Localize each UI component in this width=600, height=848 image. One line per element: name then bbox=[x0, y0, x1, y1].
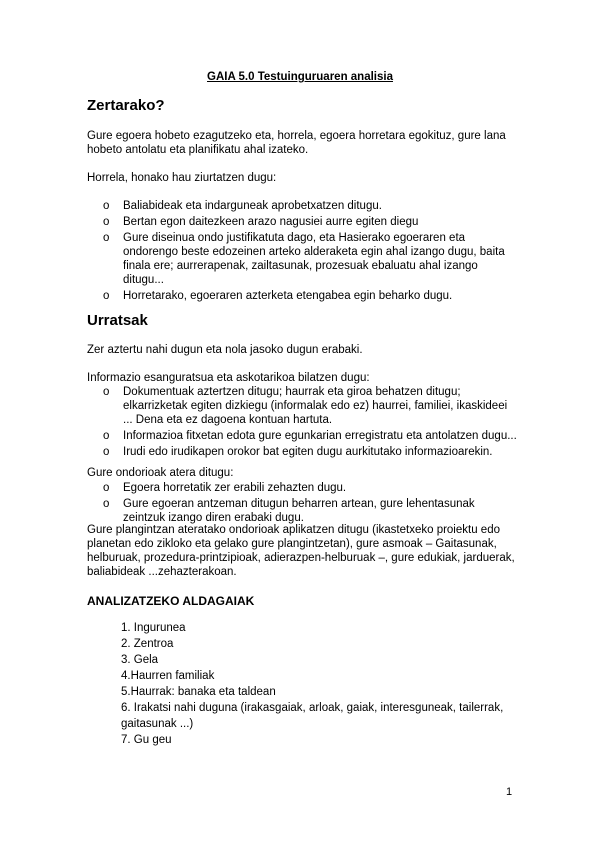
paragraph: Gure egoera hobeto ezagutzeko eta, horrela, egoera horretara egokituz, gure lana hobeto antolatu eta planifikatu ahal izateko. bbox=[87, 130, 506, 156]
list-item: o Gure egoeran antzeman ditugun beharren artean, gure lehentasunak zeintzuk izango diren erabaki dugu. bbox=[103, 498, 475, 524]
list-item: 3. Gela bbox=[121, 654, 159, 666]
list-item: 5.Haurrak: banaka eta taldean bbox=[121, 686, 276, 698]
bullet-list bbox=[87, 481, 517, 527]
list-item: 2. Zentroa bbox=[121, 638, 174, 650]
bullet-icon: o bbox=[103, 498, 110, 510]
bullet-icon: o bbox=[103, 430, 110, 442]
list-item: o Dokumentuak aztertzen ditugu; haurrak eta giroa behatzen ditugu; elkarrizketak egiten dizkiegu (informalak edo ez) haurrei, familiei, ikaskideei ... Dena eta ez dagoena kontuan hartuta. bbox=[103, 386, 508, 426]
heading-zertarako: Zertarako? bbox=[87, 97, 165, 114]
bullet-icon: o bbox=[103, 482, 110, 494]
list-item: o Irudi edo irudikapen orokor bat egiten dugu aurkitutako informazioarekin. bbox=[103, 446, 493, 458]
bullet-list bbox=[87, 385, 517, 461]
paragraph: Zer aztertu nahi dugun eta nola jasoko dugun erabaki. bbox=[87, 344, 363, 356]
list-item: o Egoera horretatik zer erabili zehazten dugu. bbox=[103, 482, 347, 494]
page-title: GAIA 5.0 Testuinguruaren analisia bbox=[207, 71, 393, 83]
bullet-list bbox=[87, 199, 517, 305]
page-number: 1 bbox=[506, 786, 513, 798]
list-item: o Bertan egon daitezkeen arazo nagusiei aurre egiten diegu bbox=[103, 216, 419, 228]
list-item: 7. Gu geu bbox=[121, 734, 172, 746]
bullet-icon: o bbox=[103, 200, 110, 212]
paragraph: Horrela, honako hau ziurtatzen dugu: bbox=[87, 172, 277, 184]
list-item: 1. Ingurunea bbox=[121, 622, 186, 634]
numbered-list bbox=[121, 620, 521, 748]
bullet-icon: o bbox=[103, 446, 110, 458]
list-item: o Horretarako, egoeraren azterketa etengabea egin beharko dugu. bbox=[103, 290, 453, 302]
bullet-icon: o bbox=[103, 290, 110, 302]
paragraph: Gure ondorioak atera ditugu: bbox=[87, 467, 234, 479]
list-item: 4.Haurren familiak bbox=[121, 670, 215, 682]
bullet-icon: o bbox=[103, 386, 110, 398]
list-item: o Baliabideak eta indarguneak aprobetxatzen ditugu. bbox=[103, 200, 382, 212]
heading-analizatzeko-aldagaiak: ANALIZATZEKO ALDAGAIAK bbox=[87, 594, 255, 608]
bullet-icon: o bbox=[103, 216, 110, 228]
list-item: 6. Irakatsi nahi duguna (irakasgaiak, arloak, gaiak, interesguneak, tailerrak, gaitasunak ...) bbox=[121, 702, 504, 730]
paragraph: Informazio esanguratsua eta askotarikoa bilatzen dugu: bbox=[87, 372, 370, 384]
paragraph: Gure plangintzan ateratako ondorioak aplikatzen ditugu (ikastetxeko proiektu edo planetan edo zikloko eta gelako gure plangintzetan), gure asmoak – Gaitasunak, helburuak, prozedura-printzipioak, adierazpen-helburuak –, gure edukiak, jarduerak, baliabideak ...zehazterakoan. bbox=[87, 524, 515, 578]
list-item: o Gure diseinua ondo justifikatuta dago, eta Hasierako egoeraren eta ondorengo beste edozeinen arteko alderaketa egin ahal izango dugu, baita finala ere; aurrerapenak, zailtasunak, prozesuak ebaluatu ahal izango ditugu... bbox=[103, 232, 505, 286]
list-item: o Informazioa fitxetan edota gure egunkarian erregistratu eta antolatzen dugu... bbox=[103, 430, 517, 442]
heading-urratsak: Urratsak bbox=[87, 312, 148, 329]
bullet-icon: o bbox=[103, 232, 110, 244]
